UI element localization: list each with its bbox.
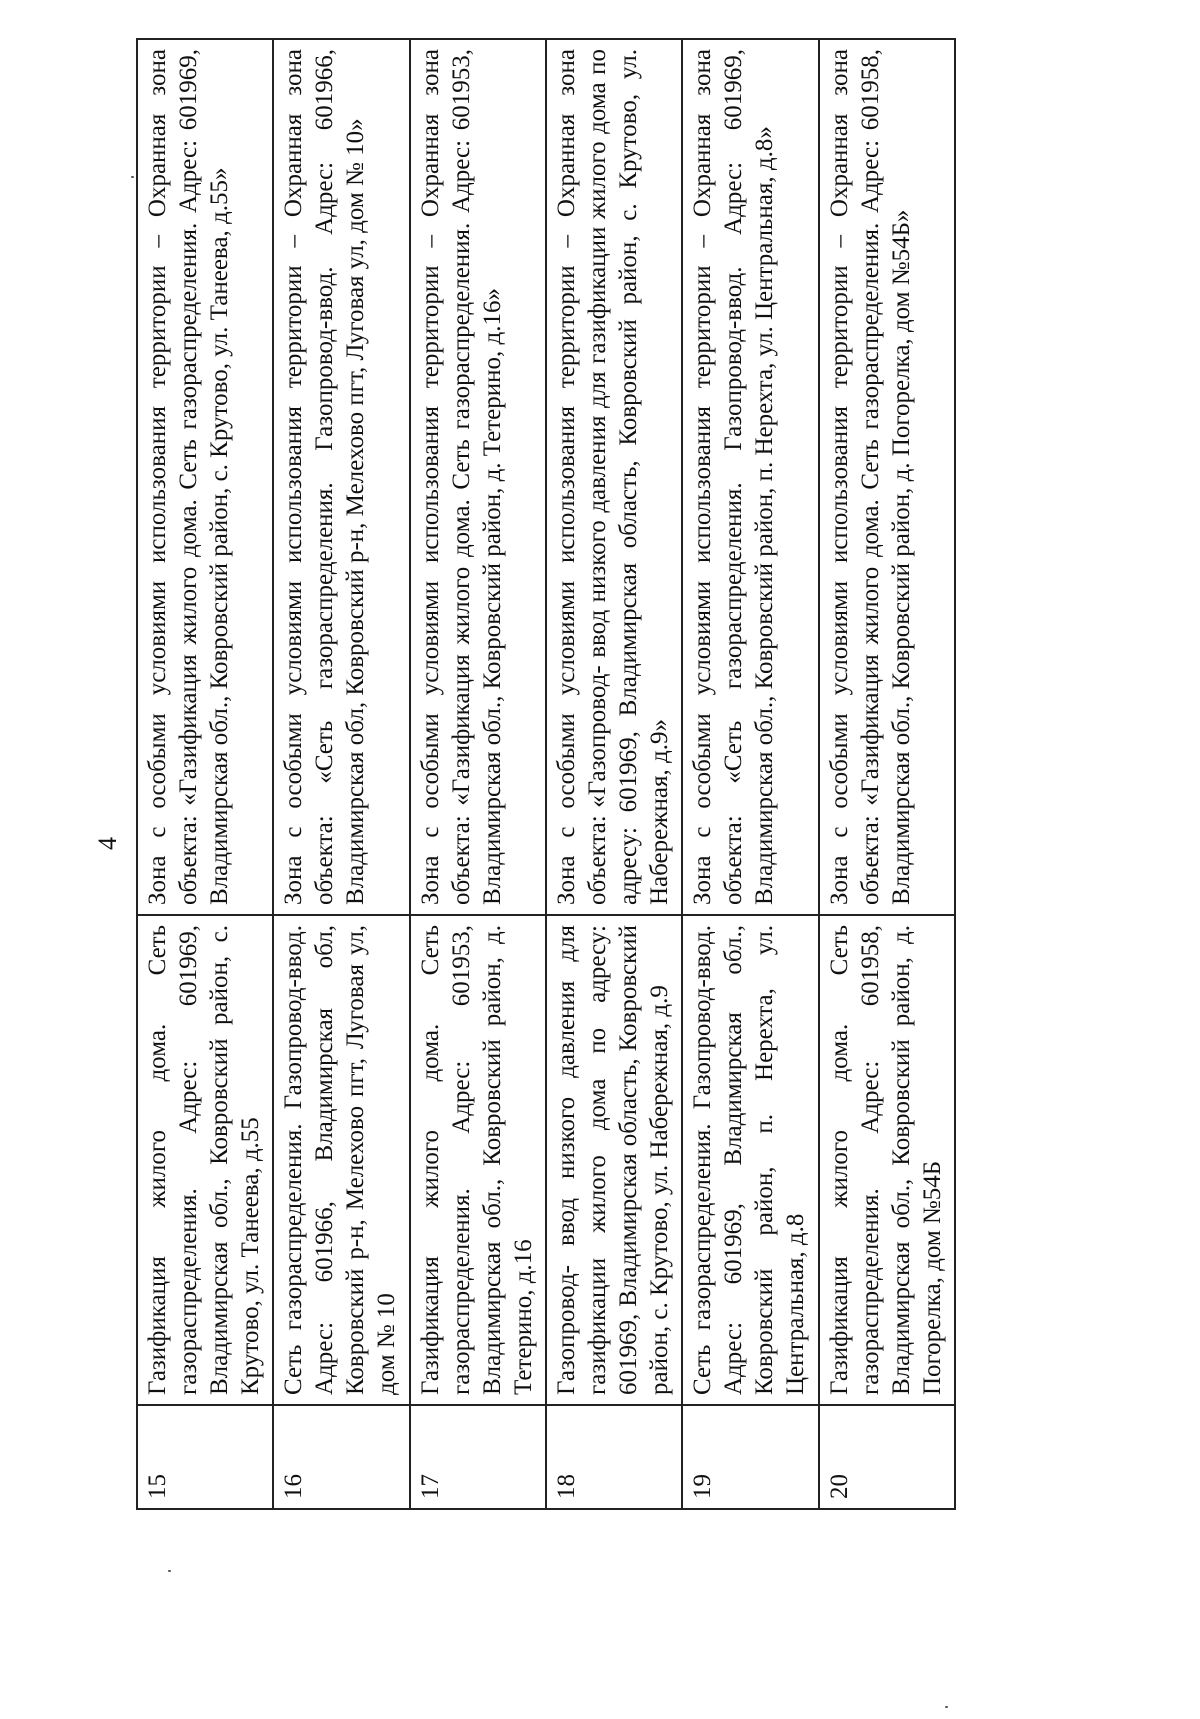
zone-description: Зона с особыми условиями использования территории – Охранная зона объекта: «Газификация жилого дома. Сеть газораспределения. Адрес: 601953, Владимирская обл., Ковровский район, д. Тетерино, д.16» xyxy=(410,39,546,915)
row-number: 15 xyxy=(137,1405,273,1509)
table-row xyxy=(819,39,955,1509)
zone-description: Зона с особыми условиями использования территории – Охранная зона объекта: «Сеть газораспределения. Газопровод-ввод. Адрес: 601966, Владимирская обл, Ковровский р-н, Мелехово пгт, Луговая ул, дом № 10» xyxy=(273,39,409,915)
table-row xyxy=(682,39,818,1509)
zone-description: Зона с особыми условиями использования территории – Охранная зона объекта: «Сеть газораспределения. Газопровод-ввод. Адрес: 601969, Владимирская обл., Ковровский район, п. Нерехта, ул. Центральная, д.8» xyxy=(682,39,818,915)
table-row xyxy=(546,39,682,1509)
object-description: Сеть газораспределения. Газопровод-ввод. Адрес: 601966, Владимирская обл, Ковровский р-н, Мелехово пгт, Луговая ул, дом № 10 xyxy=(273,915,409,1405)
row-number: 18 xyxy=(546,1405,682,1509)
scan-speck xyxy=(131,176,134,178)
table-row xyxy=(137,39,273,1509)
table-row xyxy=(273,39,409,1509)
object-description: Сеть газораспределения. Газопровод-ввод. Адрес: 601969, Владимирская обл., Ковровский район, п. Нерехта, ул. Центральная, д.8 xyxy=(682,915,818,1405)
object-description: Газификация жилого дома. Сеть газораспределения. Адрес: 601953, Владимирская обл., Ковровский район, д. Тетерино, д.16 xyxy=(410,915,546,1405)
object-description: Газификация жилого дома. Сеть газораспределения. Адрес: 601969, Владимирская обл., Ковровский район, с. Крутово, ул. Танеева, д.55 xyxy=(137,915,273,1405)
rotated-table-container xyxy=(136,49,956,1510)
scan-speck xyxy=(168,1570,171,1572)
zones-table xyxy=(136,38,956,1510)
page-number: 4 xyxy=(93,837,122,850)
row-number: 20 xyxy=(819,1405,955,1509)
row-number: 16 xyxy=(273,1405,409,1509)
row-number: 19 xyxy=(682,1405,818,1509)
zone-description: Зона с особыми условиями использования территории – Охранная зона объекта: «Газопровод- ввод низкого давления для газификации жилого дома по адресу: 601969, Владимирская область, Ковровский район, с. Крутово, ул. Набережная, д.9» xyxy=(546,39,682,915)
zone-description: Зона с особыми условиями использования территории – Охранная зона объекта: «Газификация жилого дома. Сеть газораспределения. Адрес: 601958, Владимирская обл., Ковровский район, д. Погорелка, дом №54Б» xyxy=(819,39,955,915)
scan-speck xyxy=(945,1706,948,1708)
zones-table-body xyxy=(137,39,955,1509)
row-number: 17 xyxy=(410,1405,546,1509)
object-description: Газопровод- ввод низкого давления для газификации жилого дома по адресу: 601969, Владимирская область, Ковровский район, с. Крутово, ул. Набережная, д.9 xyxy=(546,915,682,1405)
object-description: Газификация жилого дома. Сеть газораспределения. Адрес: 601958, Владимирская обл., Ковровский район, д. Погорелка, дом №54Б xyxy=(819,915,955,1405)
table-row xyxy=(410,39,546,1509)
zone-description: Зона с особыми условиями использования территории – Охранная зона объекта: «Газификация жилого дома. Сеть газораспределения. Адрес: 601969, Владимирская обл., Ковровский район, с. Крутово, ул. Танеева, д.55» xyxy=(137,39,273,915)
